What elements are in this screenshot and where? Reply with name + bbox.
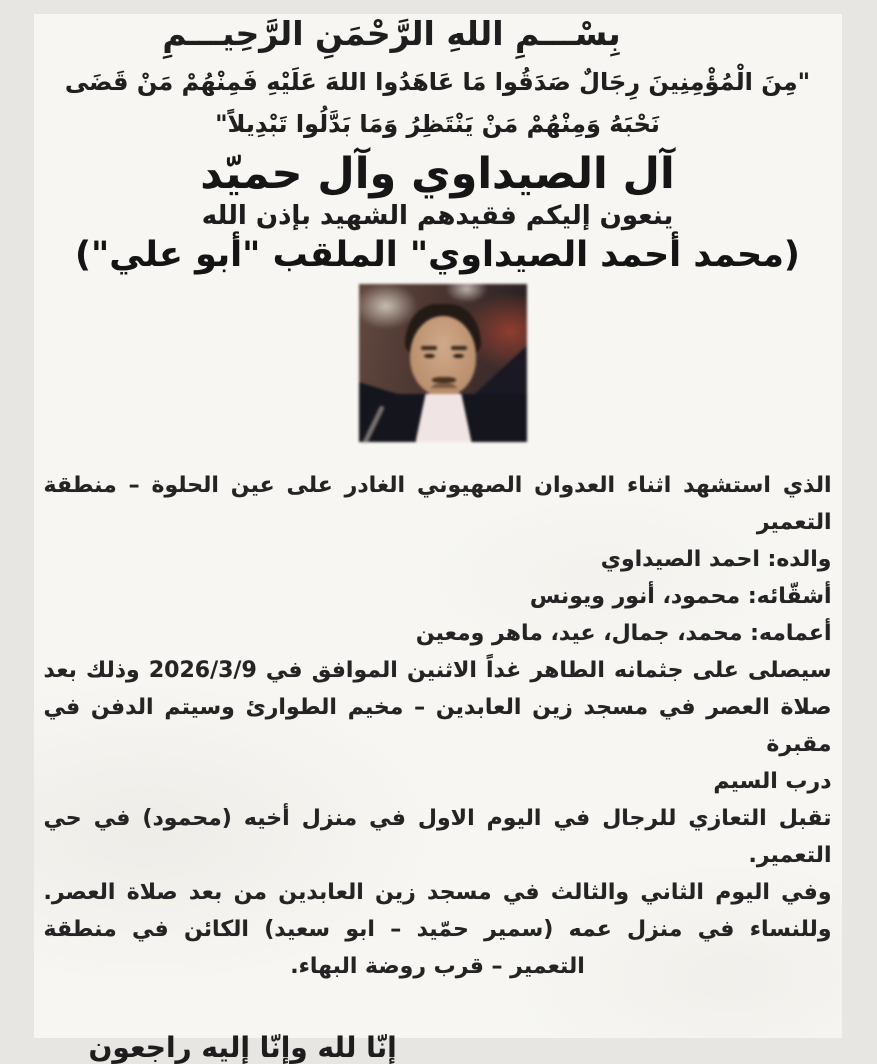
- condolence-men-line: تقبل التعازي للرجال في اليوم الاول في منزل أخيه (محمود) في حي التعمير.: [44, 806, 833, 868]
- martyrdom-line: الذي استشهد اثناء العدوان الصهيوني الغادر على عين الحلوة – منطقة التعمير: [44, 473, 833, 535]
- father-line: والده: احمد الصيداوي: [601, 547, 833, 572]
- condolence-women-line-2: التعمير – قرب روضة البهاء.: [291, 954, 586, 979]
- brothers-line: أشقّائه: محمود، أنور ويونس: [530, 584, 833, 609]
- portrait-art: [360, 284, 528, 442]
- condolence-women-line-1: وللنساء في منزل عمه (سمير حمّيد – ابو سعيد) الكائن في منطقة: [44, 917, 833, 942]
- funeral-line-2: صلاة العصر في مسجد زين العابدين – مخيم الطوارئ وسيتم الدفن في مقبرة: [44, 695, 833, 757]
- deceased-name: (محمد أحمد الصيداوي" الملقب "أبو علي"): [76, 235, 801, 275]
- martyr-portrait-photo: [365, 289, 523, 437]
- uncles-line: أعمامه: محمد، جمال، عيد، ماهر ومعين: [416, 621, 833, 646]
- portrait-right-eye: [454, 354, 465, 358]
- funeral-line-1: سيصلى على جثمانه الطاهر غداً الاثنين الموافق في 2026/3/9 وذلك بعد: [44, 658, 833, 683]
- obituary-body: [45, 467, 833, 985]
- quran-verse-line-1: "مِنَ الْمُؤْمِنِينَ رِجَالٌ صَدَقُوا مَا عَاهَدُوا اللهَ عَلَيْهِ فَمِنْهُمْ مَنْ قَضَى: [65, 68, 812, 96]
- quran-verse-line-2: نَحْبَهُ وَمِنْهُمْ مَنْ يَنْتَظِرُ وَمَا بَدَّلُوا تَبْدِيلاً": [216, 110, 661, 138]
- istirja-closing: إنّا لله وإنّا إليه راجعون: [89, 1031, 398, 1064]
- portrait-right-eyebrow: [452, 346, 468, 350]
- portrait-left-eye: [425, 354, 436, 358]
- basmala-calligraphy: بِسْـــمِ اللهِ الرَّحْمَنِ الرَّحِيـــمِ: [163, 14, 622, 53]
- portrait-left-eyebrow: [422, 346, 438, 350]
- obituary-document: [35, 14, 843, 1064]
- condolence-days-line: وفي اليوم الثاني والثالث في مسجد زين العابدين من بعد صلاة العصر.: [44, 880, 833, 905]
- announcement-line: ينعون إليكم فقيدهم الشهيد بإذن الله: [202, 201, 675, 231]
- families-title: آل الصيداوي وآل حميّد: [201, 149, 676, 199]
- cemetery-line: درب السيم: [714, 769, 833, 794]
- quran-verse: [35, 61, 843, 145]
